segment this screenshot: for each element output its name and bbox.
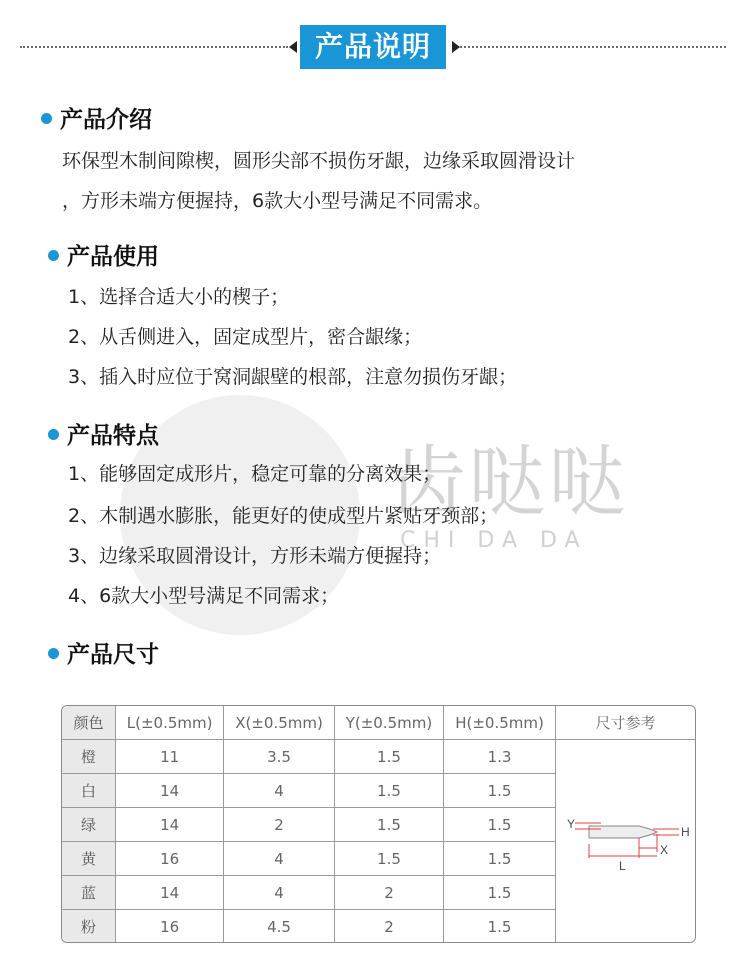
- header-divider-left: [20, 46, 288, 48]
- table-header-cell: X(±0.5mm): [224, 706, 335, 740]
- section-heading-size: 产品尺寸: [48, 640, 159, 670]
- table-header-row: [62, 706, 695, 740]
- table-cell-color: 绿: [62, 808, 116, 842]
- bullet-dot-icon: [41, 113, 52, 124]
- table-cell: 1.5: [334, 808, 443, 842]
- table-header-cell: H(±0.5mm): [444, 706, 556, 740]
- size-reference-diagram: [556, 740, 696, 944]
- diagram-label-l: L: [618, 859, 626, 874]
- bullet-dot-icon: [48, 429, 59, 440]
- table-cell: 1.5: [444, 910, 556, 944]
- table-cell-color: 粉: [62, 910, 116, 944]
- table-cell: 14: [116, 774, 224, 808]
- section-heading-usage: 产品使用: [48, 242, 159, 272]
- features-item-4: 4、6款大小型号满足不同需求；: [68, 585, 340, 607]
- table-cell: 14: [116, 808, 224, 842]
- table-cell: 4: [224, 774, 335, 808]
- header-divider-right: [460, 46, 726, 48]
- table-cell: 2: [334, 876, 443, 910]
- section-heading-intro: 产品介绍: [41, 105, 152, 135]
- watermark-text: 齿哒哒: [388, 438, 629, 528]
- intro-line-2: ，方形未端方便握持，6款大小型号满足不同需求。: [62, 190, 493, 212]
- table-cell: 16: [116, 842, 224, 876]
- bullet-dot-icon: [48, 648, 59, 659]
- diagram-label-x: X: [659, 843, 668, 858]
- table-cell: 4: [224, 876, 335, 910]
- table-cell: 1.5: [334, 774, 443, 808]
- table-cell-color: 白: [62, 774, 116, 808]
- table-cell: 1.3: [444, 740, 556, 774]
- table-cell: 1.5: [444, 808, 556, 842]
- table-cell: 1.5: [334, 842, 443, 876]
- table-cell: 1.5: [444, 842, 556, 876]
- table-header-cell: 尺寸参考: [556, 706, 696, 740]
- table-cell: 2: [334, 910, 443, 944]
- diagram-label-y: Y: [566, 817, 575, 832]
- page-title: 产品说明: [300, 25, 446, 69]
- table-cell: 11: [116, 740, 224, 774]
- diagram-label-h: H: [680, 825, 690, 840]
- table-header-cell: Y(±0.5mm): [334, 706, 443, 740]
- table-cell-color: 蓝: [62, 876, 116, 910]
- features-item-2: 2、木制遇水膨胀，能更好的使成型片紧贴牙颈部；: [68, 505, 499, 527]
- table-cell: 1.5: [334, 740, 443, 774]
- table-cell: 14: [116, 876, 224, 910]
- header-arrow-left-icon: [289, 41, 297, 53]
- watermark-subtext: CHI DA DA: [400, 528, 588, 553]
- section-heading-features: 产品特点: [48, 421, 159, 451]
- table-row: [62, 740, 695, 774]
- size-table: [61, 705, 696, 943]
- table-cell: 1.5: [444, 774, 556, 808]
- table-header-cell: L(±0.5mm): [116, 706, 224, 740]
- table-header-cell: 颜色: [62, 706, 116, 740]
- features-item-1: 1、能够固定成形片，稳定可靠的分离效果；: [68, 463, 442, 485]
- table-cell-color: 黄: [62, 842, 116, 876]
- usage-item-3: 3、插入时应位于窝洞龈壁的根部，注意勿损伤牙龈；: [68, 366, 518, 388]
- table-cell: 2: [224, 808, 335, 842]
- usage-item-2: 2、从舌侧进入，固定成型片，密合龈缘；: [68, 326, 423, 348]
- table-cell: 3.5: [224, 740, 335, 774]
- table-cell: 16: [116, 910, 224, 944]
- table-cell: 1.5: [444, 876, 556, 910]
- features-item-3: 3、边缘采取圆滑设计，方形未端方便握持；: [68, 545, 442, 567]
- intro-line-1: 环保型木制间隙楔，圆形尖部不损伤牙龈，边缘采取圆滑设计: [62, 150, 576, 172]
- table-cell-color: 橙: [62, 740, 116, 774]
- bullet-dot-icon: [48, 250, 59, 261]
- wedge-diagram-icon: [561, 804, 691, 874]
- table-cell: 4: [224, 842, 335, 876]
- table-cell: 4.5: [224, 910, 335, 944]
- header-arrow-right-icon: [452, 41, 460, 53]
- usage-item-1: 1、选择合适大小的楔子；: [68, 286, 290, 308]
